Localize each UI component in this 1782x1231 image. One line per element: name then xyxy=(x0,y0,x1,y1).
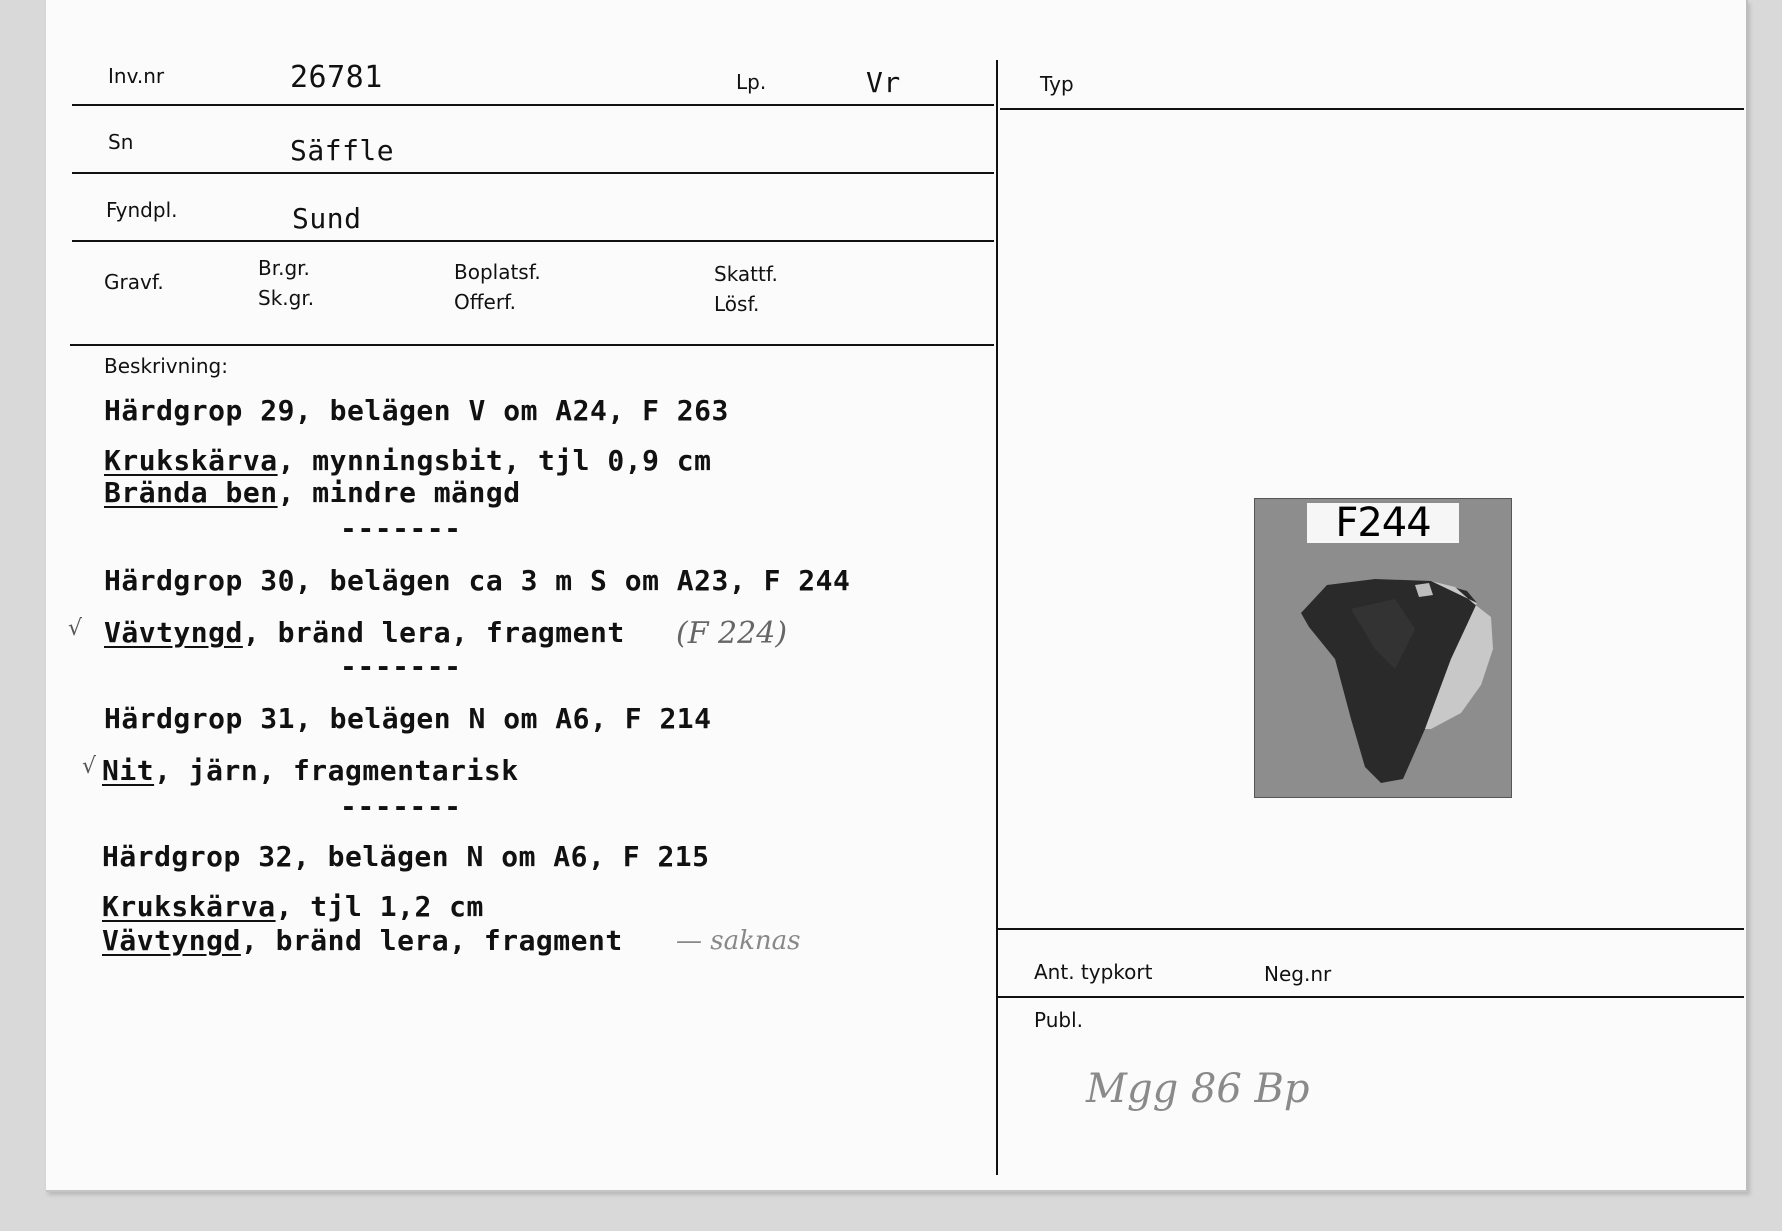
rule-line xyxy=(72,240,994,242)
column-divider xyxy=(996,60,998,1175)
description-label: Beskrivning: xyxy=(104,354,228,378)
vr-label: Vr xyxy=(866,66,901,99)
item-detail: , järn, fragmentarisk xyxy=(154,754,519,787)
fyndpl-value: Sund xyxy=(292,202,362,235)
neg-label: Neg.nr xyxy=(1264,962,1332,986)
boplatsf-label: Boplatsf. xyxy=(454,260,541,284)
catalog-card xyxy=(46,0,1748,1192)
lp-label: Lp. xyxy=(736,70,767,94)
item-name: Krukskärva xyxy=(104,444,278,477)
rule-line xyxy=(70,344,994,346)
rule-line xyxy=(1000,108,1744,110)
item-detail: , bränd lera, fragment xyxy=(242,616,625,649)
rule-line xyxy=(996,996,1744,998)
gravf-label: Gravf. xyxy=(104,270,164,294)
item-name: Vävtyngd xyxy=(104,616,243,649)
description-line xyxy=(102,924,623,957)
item-name: Vävtyngd xyxy=(102,924,241,957)
item-detail: , bränd lera, fragment xyxy=(240,924,623,957)
separator: ------- xyxy=(340,650,462,683)
description-line: Härdgrop 31, belägen N om A6, F 214 xyxy=(104,702,712,735)
description-line xyxy=(102,754,519,787)
typ-label: Typ xyxy=(1040,72,1074,96)
item-detail: , tjl 1,2 cm xyxy=(275,890,484,923)
inv-label: Inv.nr xyxy=(108,64,165,88)
description-line xyxy=(102,890,484,923)
skattf-label: Skattf. xyxy=(714,262,778,286)
rule-line xyxy=(72,172,994,174)
inv-value: 26781 xyxy=(290,60,383,95)
separator: ------- xyxy=(340,790,462,823)
description-line xyxy=(104,616,625,649)
publ-label: Publ. xyxy=(1034,1008,1083,1032)
item-detail: , mindre mängd xyxy=(277,476,521,509)
item-name: Nit xyxy=(102,754,155,787)
skgr-label: Sk.gr. xyxy=(258,286,315,310)
description-line xyxy=(104,476,521,509)
rule-line xyxy=(72,104,994,106)
description-line: Härdgrop 32, belägen N om A6, F 215 xyxy=(102,840,710,873)
handwritten-publication-note: Mgg 86 Bp xyxy=(1086,1066,1310,1112)
brgr-label: Br.gr. xyxy=(258,256,310,280)
photo-find-number: F244 xyxy=(1307,503,1459,543)
handwritten-note: (F 224) xyxy=(676,616,788,651)
check-mark: √ xyxy=(82,754,97,779)
offerf-label: Offerf. xyxy=(454,290,516,314)
description-line: Härdgrop 30, belägen ca 3 m S om A23, F 244 xyxy=(104,564,851,597)
description-line: Härdgrop 29, belägen V om A24, F 263 xyxy=(104,394,729,427)
artifact-photo xyxy=(1254,498,1512,798)
sn-label: Sn xyxy=(108,130,134,154)
losf-label: Lösf. xyxy=(714,292,760,316)
item-detail: , mynningsbit, tjl 0,9 cm xyxy=(277,444,712,477)
fyndpl-label: Fyndpl. xyxy=(106,198,178,222)
handwritten-note: — saknas xyxy=(676,926,801,956)
separator: ------- xyxy=(340,512,462,545)
rule-line xyxy=(996,928,1744,930)
ant-typkort-label: Ant. typkort xyxy=(1034,960,1153,984)
item-name: Krukskärva xyxy=(102,890,276,923)
sn-value: Säffle xyxy=(290,134,395,167)
description-line xyxy=(104,444,712,477)
check-mark: √ xyxy=(68,616,83,641)
item-name: Brända ben xyxy=(104,476,278,509)
